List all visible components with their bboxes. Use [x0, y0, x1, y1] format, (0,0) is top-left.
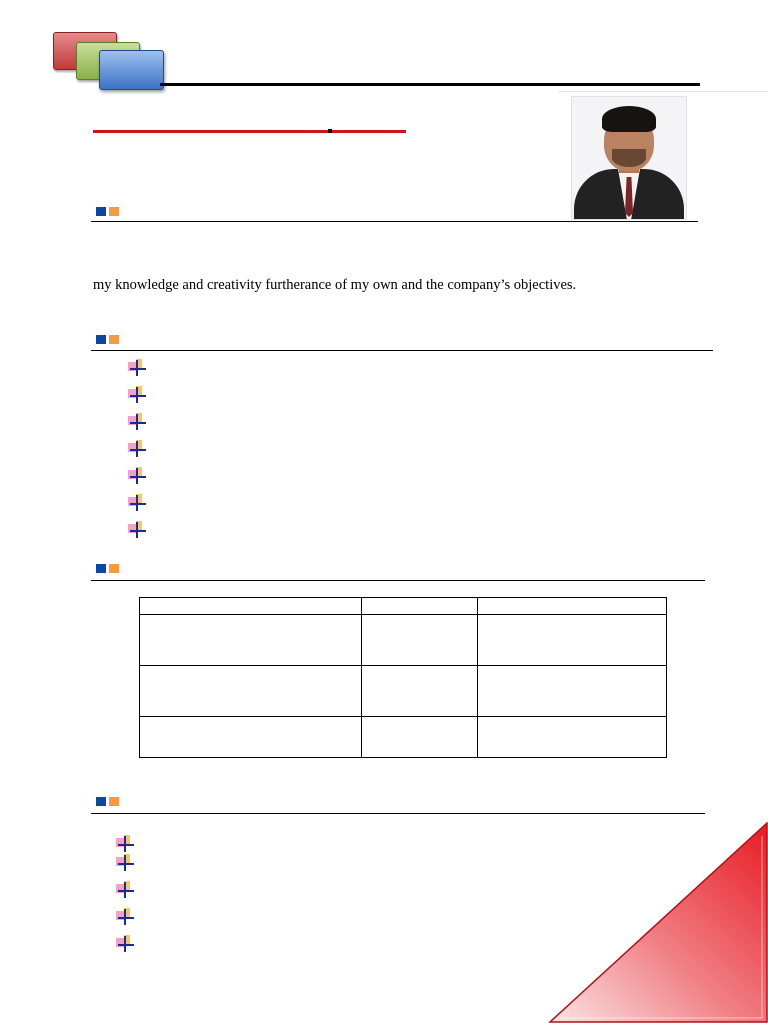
plus-cross-bullet-icon	[128, 440, 146, 458]
section-marker-icon	[96, 335, 106, 344]
table-cell	[140, 666, 362, 717]
plus-cross-bullet-icon	[128, 521, 146, 539]
section-rule	[91, 221, 698, 222]
section-rule	[91, 813, 705, 814]
plus-cross-bullet-icon	[128, 413, 146, 431]
plus-cross-bullet-icon	[116, 835, 134, 853]
photo-frame-line	[558, 91, 768, 92]
table-row	[140, 717, 667, 758]
table-cell	[362, 717, 478, 758]
section-marker-icon	[96, 797, 106, 806]
logo-blue-block	[99, 50, 164, 90]
section-marker-icon	[96, 564, 106, 573]
header-rule	[160, 83, 700, 86]
objective-text: my knowledge and creativity furtherance of my own and the company’s objectives.	[93, 277, 577, 293]
name-underline	[93, 130, 406, 133]
table-header-cell	[478, 598, 667, 615]
education-table	[139, 597, 667, 758]
table-cell	[362, 666, 478, 717]
table-row	[140, 666, 667, 717]
table-cell	[478, 717, 667, 758]
table-cell	[140, 717, 362, 758]
plus-cross-bullet-icon	[116, 854, 134, 872]
name-underline-mark	[328, 129, 332, 133]
section-marker-icon	[96, 207, 106, 216]
table-header-cell	[140, 598, 362, 615]
plus-cross-bullet-icon	[128, 386, 146, 404]
table-cell	[362, 615, 478, 666]
table-header-cell	[362, 598, 478, 615]
section-rule	[91, 350, 713, 351]
profile-photo	[571, 96, 687, 220]
plus-cross-bullet-icon	[116, 908, 134, 926]
corner-triangle-decoration	[548, 822, 768, 1024]
table-cell	[478, 615, 667, 666]
plus-cross-bullet-icon	[116, 935, 134, 953]
table-row	[140, 615, 667, 666]
section-rule	[91, 580, 705, 581]
table-cell	[478, 666, 667, 717]
table-cell	[140, 615, 362, 666]
plus-cross-bullet-icon	[128, 467, 146, 485]
plus-cross-bullet-icon	[128, 359, 146, 377]
plus-cross-bullet-icon	[128, 494, 146, 512]
table-header-row	[140, 598, 667, 615]
plus-cross-bullet-icon	[116, 881, 134, 899]
